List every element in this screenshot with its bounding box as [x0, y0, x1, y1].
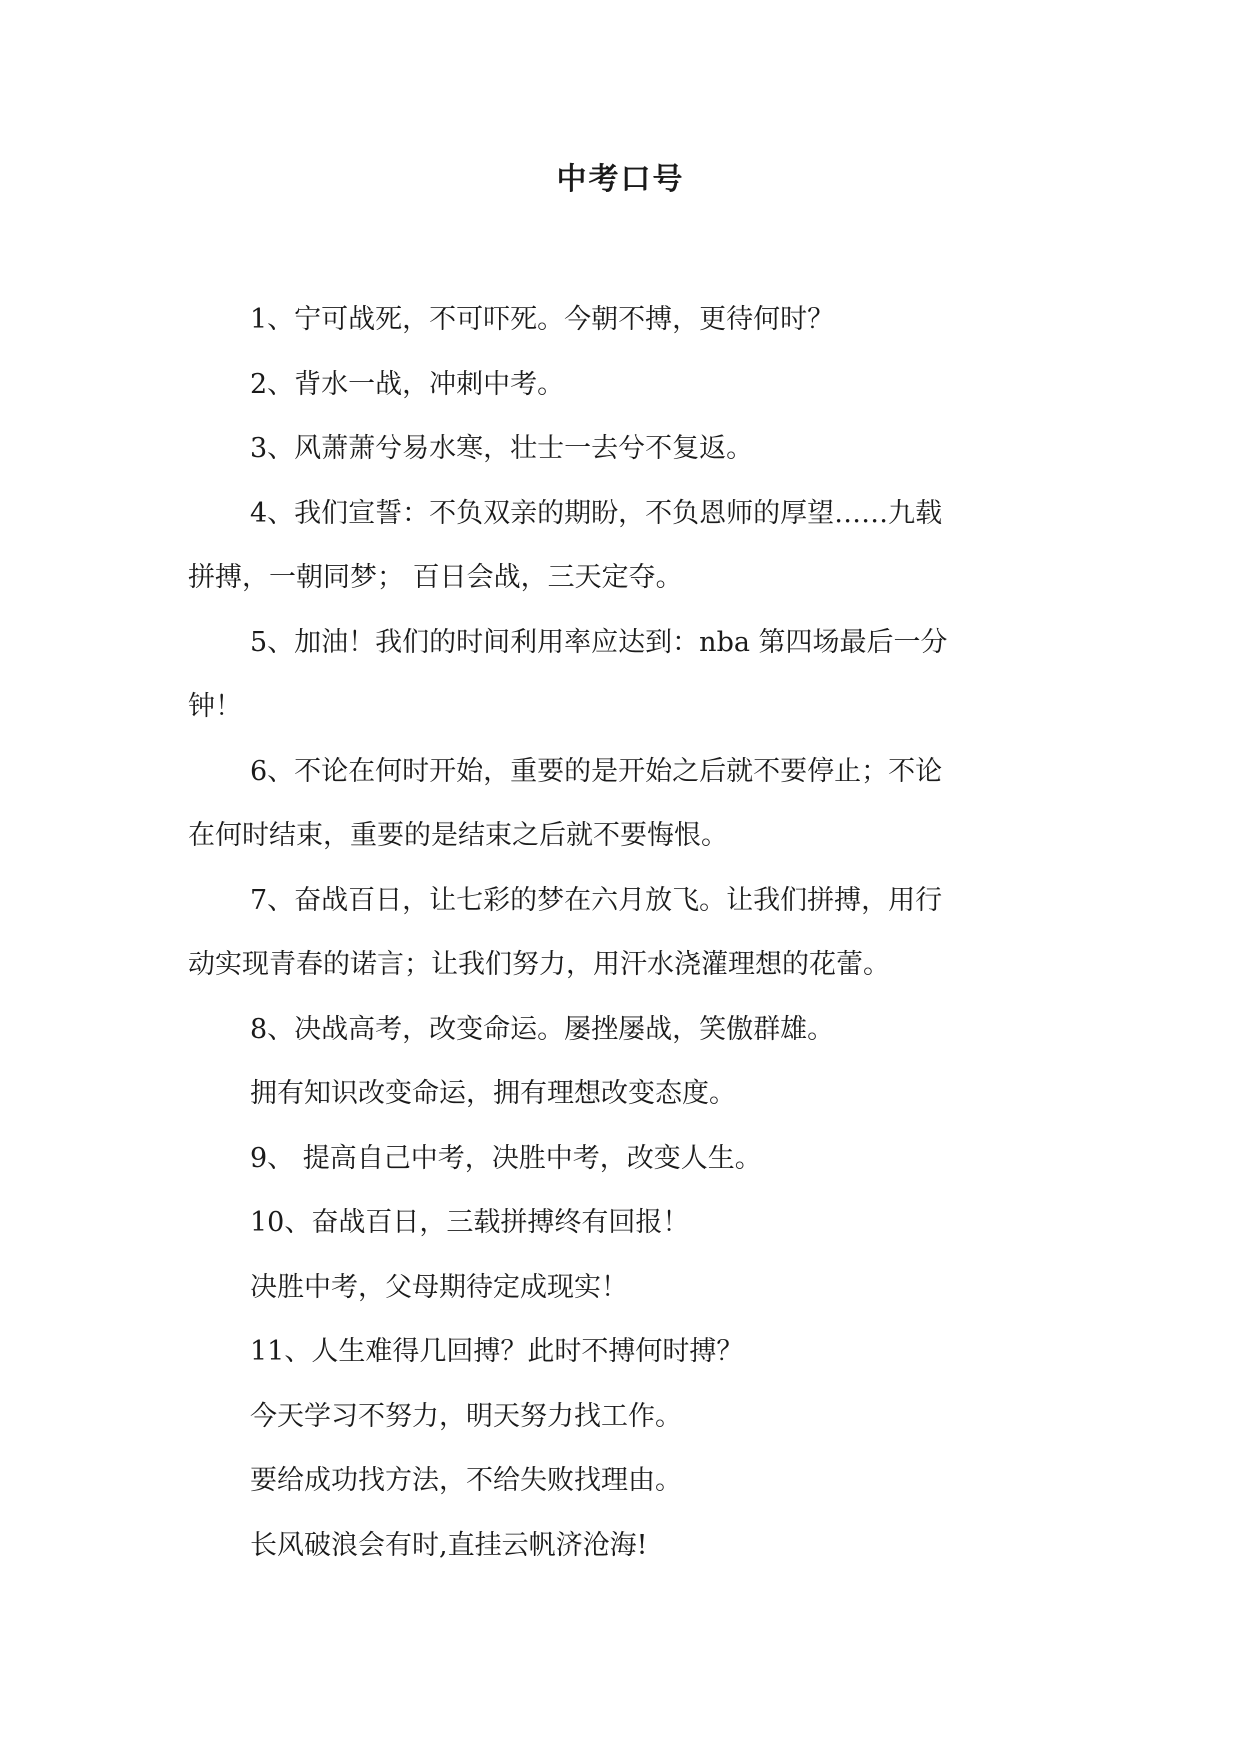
- paragraph-line: 在何时结束，重要的是结束之后就不要悔恨。: [188, 820, 728, 851]
- paragraph-line: 长风破浪会有时,直挂云帆济沧海!: [250, 1529, 648, 1561]
- paragraph-line: 7、奋战百日，让七彩的梦在六月放飞。让我们拼搏，用行: [250, 884, 943, 916]
- paragraph-line: 拥有知识改变命运，拥有理想改变态度。: [250, 1078, 736, 1109]
- paragraph: [188, 611, 1056, 740]
- paragraph: [188, 353, 1056, 418]
- paragraph-line: 动实现青春的诺言；让我们努力，用汗水浇灌理想的花蕾。: [188, 949, 890, 980]
- paragraph: [188, 869, 1056, 998]
- paragraph-line: 11、人生难得几回搏？此时不搏何时搏？: [250, 1336, 744, 1367]
- paragraph: [188, 417, 1056, 482]
- paragraph: [188, 998, 1056, 1063]
- paragraph: [188, 1514, 1056, 1579]
- document-title: 中考口号: [556, 162, 685, 197]
- paragraph: [188, 1127, 1056, 1192]
- paragraph-line: 1、宁可战死，不可吓死。今朝不搏，更待何时？: [250, 304, 835, 335]
- paragraph-line: 8、决战高考，改变命运。屡挫屡战，笑傲群雄。: [250, 1013, 835, 1045]
- paragraph-line: 决胜中考，父母期待定成现实！: [250, 1271, 628, 1303]
- paragraph-line: 要给成功找方法，不给失败找理由。: [250, 1465, 682, 1496]
- paragraph: [188, 1062, 1056, 1127]
- paragraph: [188, 1385, 1056, 1450]
- paragraph: [188, 1191, 1056, 1256]
- paragraph-line: 拼搏，一朝同梦； 百日会战，三天定夺。: [188, 562, 683, 593]
- paragraph-line: 6、不论在何时开始，重要的是开始之后就不要停止；不论: [250, 755, 943, 787]
- paragraph-line: 钟！: [188, 691, 242, 722]
- paragraph-line: 9、 提高自己中考，决胜中考，改变人生。: [250, 1142, 762, 1174]
- paragraph-line: 3、风萧萧兮易水寒，壮士一去兮不复返。: [250, 433, 754, 464]
- paragraph-line: 5、加油！我们的时间利用率应达到：nba 第四场最后一分: [250, 626, 948, 658]
- paragraph-line: 10、奋战百日，三载拼搏终有回报！: [250, 1207, 690, 1238]
- paragraph-line: 2、背水一战，冲刺中考。: [250, 368, 565, 400]
- paragraph-line: 4、我们宣誓：不负双亲的期盼，不负恩师的厚望……九载: [250, 497, 943, 529]
- paragraph: [188, 1449, 1056, 1514]
- paragraph: [188, 1256, 1056, 1321]
- document-body: [188, 288, 1056, 1578]
- paragraph-line: 今天学习不努力，明天努力找工作。: [250, 1400, 682, 1432]
- paragraph: [188, 482, 1056, 611]
- paragraph: [188, 740, 1056, 869]
- paragraph: [188, 288, 1056, 353]
- paragraph: [188, 1320, 1056, 1385]
